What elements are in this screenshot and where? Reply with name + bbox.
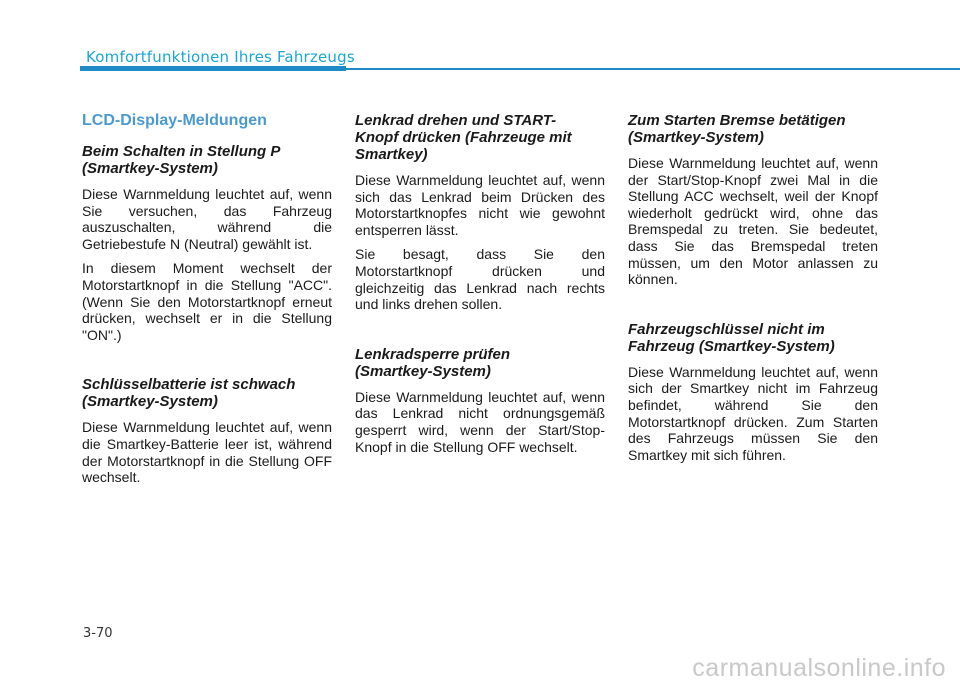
block-heading: Fahrzeugschlüssel nicht im Fahrzeug (Smartkey-System) bbox=[628, 320, 835, 355]
block-heading: Schlüsselbatterie ist schwach (Smartkey-System) bbox=[82, 376, 296, 411]
block-paragraph: Diese Warnmeldung leuchtet auf, wenn Sie versuchen, das Fahrzeug auszuschalten, während die Getriebestufe N (Neutral) gewählt ist. bbox=[82, 186, 332, 252]
watermark: carmanualsonline.info bbox=[692, 654, 946, 682]
column-1 bbox=[82, 112, 332, 494]
block-heading: Zum Starten Bremse betätigen (Smartkey-System) bbox=[628, 112, 846, 146]
block-heading: Lenkradsperre prüfen (Smartkey-System) bbox=[355, 345, 511, 380]
block-paragraph: Diese Warnmeldung leuchtet auf, wenn die Smartkey-Batterie leer ist, während der Motorstartknopf in die Stellung OFF wechselt. bbox=[82, 419, 332, 486]
block-paragraph: Sie besagt, dass Sie den Motorstartknopf drücken und gleichzeitig das Lenkrad nach rechts und links drehen sollen. bbox=[355, 246, 605, 313]
header-rule bbox=[346, 68, 960, 70]
block-paragraph: Diese Warnmeldung leuchtet auf, wenn das Lenkrad nicht ordnungsgemäß gesperrt wird, wenn der Start/Stop-Knopf in die Stellung OFF wechselt. bbox=[355, 388, 605, 455]
block-heading: Beim Schalten in Stellung P (Smartkey-System) bbox=[82, 143, 281, 177]
column-2 bbox=[355, 112, 605, 463]
page-header-title: Komfortfunktionen Ihres Fahrzeugs bbox=[86, 48, 355, 66]
section-title: LCD-Display-Meldungen bbox=[82, 112, 267, 129]
block-paragraph: Diese Warnmeldung leuchtet auf, wenn der Start/Stop-Knopf zwei Mal in die Stellung ACC wechselt, weil der Knopf wiederholt gedrückt wird, ohne das Bremspedal zu treten. Sie bedeutet, dass Sie das Bremspedal treten müssen, um den Motor anlassen zu können. bbox=[628, 155, 878, 288]
block-paragraph: Diese Warnmeldung leuchtet auf, wenn sich der Smartkey nicht im Fahrzeug befindet, während Sie den Motorstartknopf drücken. Zum Starten des Fahrzeugs müssen Sie den Smartkey mit sich führen. bbox=[628, 363, 878, 463]
page-number: 3-70 bbox=[83, 626, 113, 641]
block-heading: Lenkrad drehen und START- Knopf drücken (Fahrzeuge mit Smartkey) bbox=[355, 112, 572, 163]
block-paragraph: Diese Warnmeldung leuchtet auf, wenn sich das Lenkrad beim Drücken des Motorstartknopfes nicht wie gewohnt entsperren lässt. bbox=[355, 172, 605, 238]
header-accent-bar bbox=[80, 66, 346, 71]
column-3 bbox=[628, 112, 878, 471]
block-paragraph: In diesem Moment wechselt der Motorstartknopf in die Stellung "ACC". (Wenn Sie den Motorstartknopf erneut drücken, wechselt er in die Stellung "ON".) bbox=[82, 260, 332, 343]
